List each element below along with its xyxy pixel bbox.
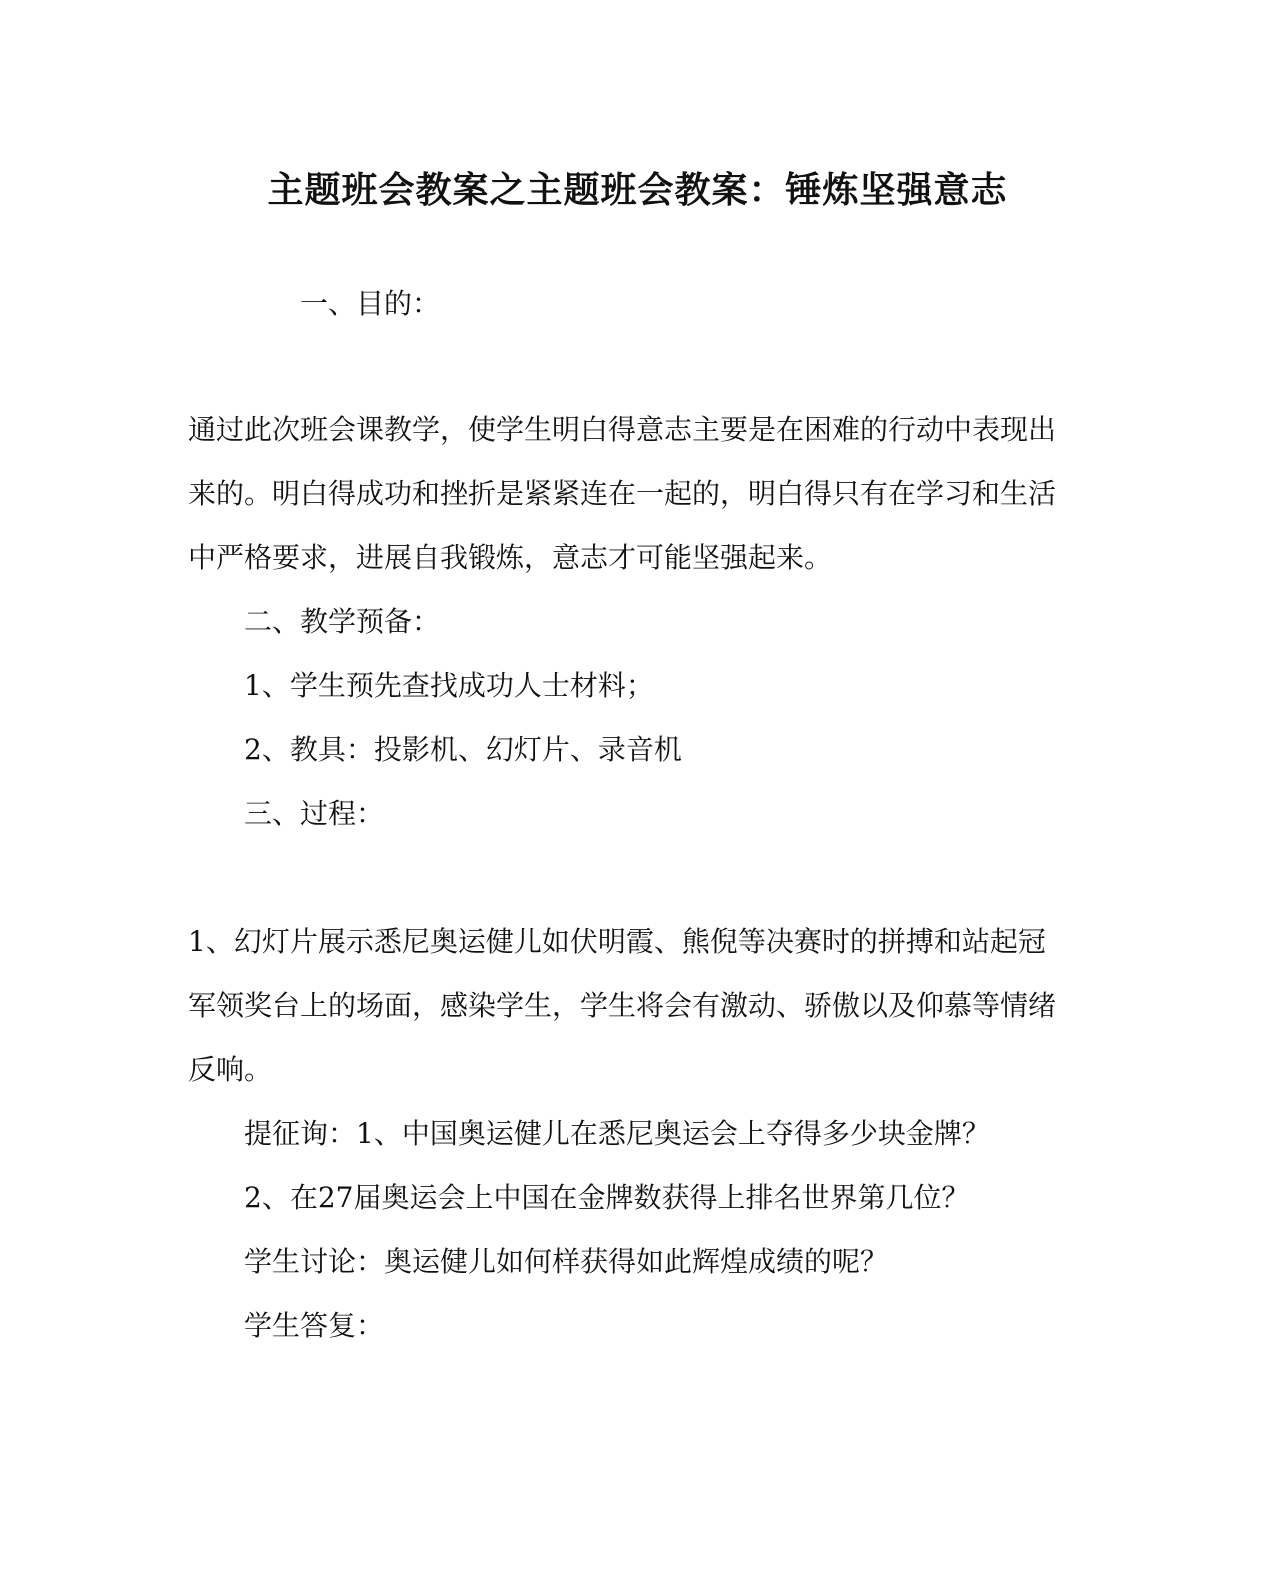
process-paragraph: 1、幻灯片展示悉尼奥运健儿如伏明霞、熊倪等决赛时的拼搏和站起冠军领奖台上的场面，感染学生，学生将会有激动、骄傲以及仰慕等情绪反响。 — [188, 925, 1057, 1086]
section-heading-preparation: 二、教学预备： — [244, 605, 441, 638]
section-heading-purpose: 一、目的： — [300, 287, 441, 320]
discussion-line: 学生讨论：奥运健儿如何样获得如此辉煌成绩的呢？ — [244, 1245, 889, 1278]
answer-line: 学生答复： — [244, 1309, 385, 1342]
preparation-item: 2、教具：投影机、幻灯片、录音机 — [244, 733, 682, 766]
preparation-item: 1、学生预先查找成功人士材料； — [244, 669, 654, 702]
purpose-paragraph: 通过此次班会课教学，使学生明白得意志主要是在困难的行动中表现出来的。明白得成功和挫折是紧紧连在一起的，明白得只有在学习和生活中严格要求，进展自我锻炼，意志才可能坚强起来。 — [188, 413, 1057, 574]
question-line: 提征询：1、中国奥运健儿在悉尼奥运会上夺得多少块金牌？ — [244, 1117, 990, 1150]
section-heading-process: 三、过程： — [244, 797, 385, 830]
document-title: 主题班会教案之主题班会教案：锤炼坚强意志 — [267, 169, 1008, 211]
question-line: 2、在27届奥运会上中国在金牌数获得上排名世界第几位？ — [244, 1181, 970, 1214]
